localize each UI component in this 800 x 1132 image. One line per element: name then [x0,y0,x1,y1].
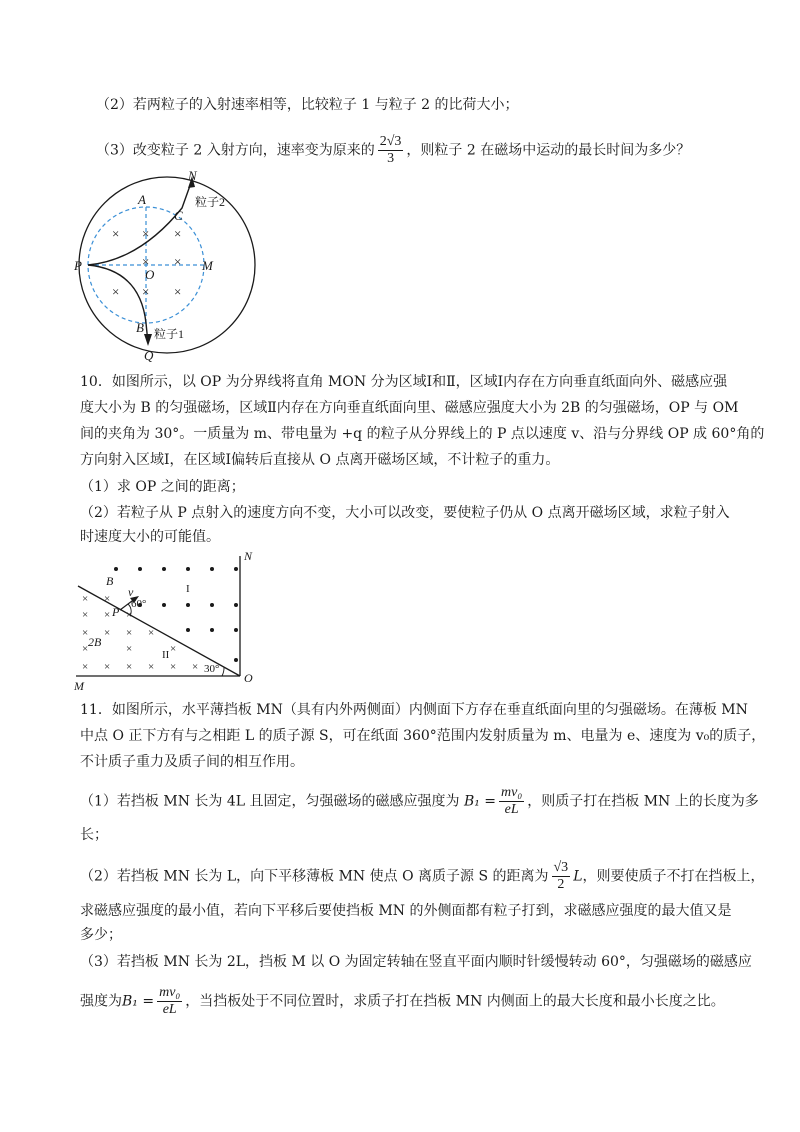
svg-text:×: × [104,627,111,639]
q11-sub3a: （3）若挡板 MN 长为 2L，挡板 M 以 O 为固定转轴在竖直平面内顺时针缓慢转动 60°，匀强磁场的磁感应 [80,954,752,970]
label-particle1: 粒子1 [154,327,185,341]
q11-sub2c: 求磁感应强度的最小值，若向下平移后要使挡板 MN 的外侧面都有粒子打到，求磁感应强度的最大值又是 [80,903,732,919]
q10-line4: 方向射入区域Ⅰ，在区域Ⅰ偏转后直接从 O 点离开磁场区域，不计粒子的重力。 [80,452,560,468]
q9-part2: （2）若两粒子的入射速率相等，比较粒子 1 与粒子 2 的比荷大小； [96,97,519,113]
q10-line2: 度大小为 B 的匀强磁场，区域Ⅱ内存在方向垂直纸面向里、磁感应强度大小为 2B 的匀强磁场，OP 与 OM [80,400,739,416]
q11-sub2a: （2）若挡板 MN 长为 L，向下平移薄板 MN 使点 O 离质子源 S 的距离为 $\frac{√3}{2}$ L，则要使质子不打在挡板上， [80,860,765,892]
q11-line2: 中点 O 正下方有与之相距 L 的质子源 S，可在纸面 360°范围内发射质量为 m、电量为 e、速度为 v₀的质子， [80,728,766,744]
label-P: P [74,258,82,273]
fraction-mv0-over-eL-2: $\frac{\text{mv₀}}{eL}$ [159,985,181,1017]
svg-text:×: × [126,643,133,655]
q11-line3: 不计质子重力及质子间的相互作用。 [80,754,304,770]
cross-7: × [142,284,150,299]
svg-text:×: × [192,661,199,673]
angle-arc-30 [222,667,224,676]
svg-text:×: × [126,609,133,621]
q10-line1: 10．如图所示，以 OP 为分界线将直角 MON 分为区域Ⅰ和Ⅱ，区域Ⅰ内存在方向垂直纸面向外、磁感应强 [80,374,728,390]
q10-sub2b: 时速度大小的可能值。 [80,529,220,545]
fraction-root3-over-2: $\frac{√3}{2}$ [553,860,569,892]
label-Q: Q [144,348,154,363]
fraction-mv0-over-eL: $\frac{\text{mv₀}}{eL}$ [501,785,523,817]
svg-text:×: × [82,627,89,639]
q11-line1: 11．如图所示，水平薄挡板 MN（具有内外两侧面）内侧面下方存在垂直纸面向里的匀强磁场。在薄板 MN [80,702,748,718]
label-2B: 2B [88,635,102,649]
q10-sub2a: （2）若粒子从 P 点射入的速度方向不变，大小可以改变，要使粒子仍从 O 点离开磁场区域，求粒子射入 [80,505,730,521]
q11-sub3b: 强度为B₁ = $\frac{\text{mv₀}}{eL}$ ，当挡板处于不同位置时，求质子打在挡板 MN 内侧面上的最大长度和最小长度之比。 [80,985,725,1017]
q10-sub1: （1）求 OP 之间的距离； [80,479,245,495]
q11-sub1c: 长； [80,827,108,843]
cross-6: × [112,284,120,299]
cross-4: × [142,254,150,269]
label-N: N [244,552,253,563]
label-region-I: I [186,583,190,595]
q11-sub1a: （1）若挡板 MN 长为 4L 且固定，匀强磁场的磁感应强度为 B₁ = $\frac{\text{mv₀}}{eL}$ ，则质子打在挡板 MN 上的长度为多 [80,785,759,817]
label-N: N [188,168,197,183]
svg-text:×: × [170,661,177,673]
cross-2: × [142,226,150,241]
svg-text:×: × [148,661,155,673]
fraction-2root3-over-3: $\frac{2√3}{3}$ [379,134,402,166]
q10-line3: 间的夹角为 30°。一质量为 m、带电量为 +q 的粒子从分界线上的 P 点以速度 v、沿与分界线 OP 成 60°角的 [80,426,765,442]
label-60deg: 60° [131,598,147,610]
svg-text:×: × [82,661,89,673]
svg-text:×: × [170,643,177,655]
figure-q9-circle-field [70,168,260,368]
arrow-head-particle1 [144,334,152,346]
label-M: M [74,679,84,692]
svg-text:×: × [104,593,111,605]
cross-8: × [174,284,182,299]
label-B: B [136,320,144,335]
cross-3: × [174,226,182,241]
svg-text:×: × [148,627,155,639]
label-B: B [106,574,114,588]
label-region-II: II [162,649,170,661]
svg-text:×: × [82,609,89,621]
svg-text:×: × [82,593,89,605]
label-30deg: 30° [204,663,220,675]
svg-text:×: × [104,609,111,621]
figure-q10-angle-field [70,552,270,692]
cross-5: × [174,254,182,269]
svg-text:×: × [82,643,89,655]
svg-text:×: × [126,627,133,639]
label-A: A [138,192,146,207]
label-v: v [128,585,134,599]
label-O: O [244,671,253,685]
label-C: C [174,208,183,223]
cross-1: × [112,226,120,241]
svg-text:×: × [126,661,133,673]
label-M: M [202,258,213,273]
q9-part3: （3）改变粒子 2 入射方向，速率变为原来的 $\frac{2√3}{3}$ ，则粒子 2 在磁场中运动的最长时间为多少？ [96,134,691,166]
label-particle2: 粒子2 [195,195,226,209]
label-P: P [112,605,120,619]
label-O: O [145,267,155,282]
q11-sub2d: 多少； [80,927,122,943]
svg-text:×: × [104,661,111,673]
